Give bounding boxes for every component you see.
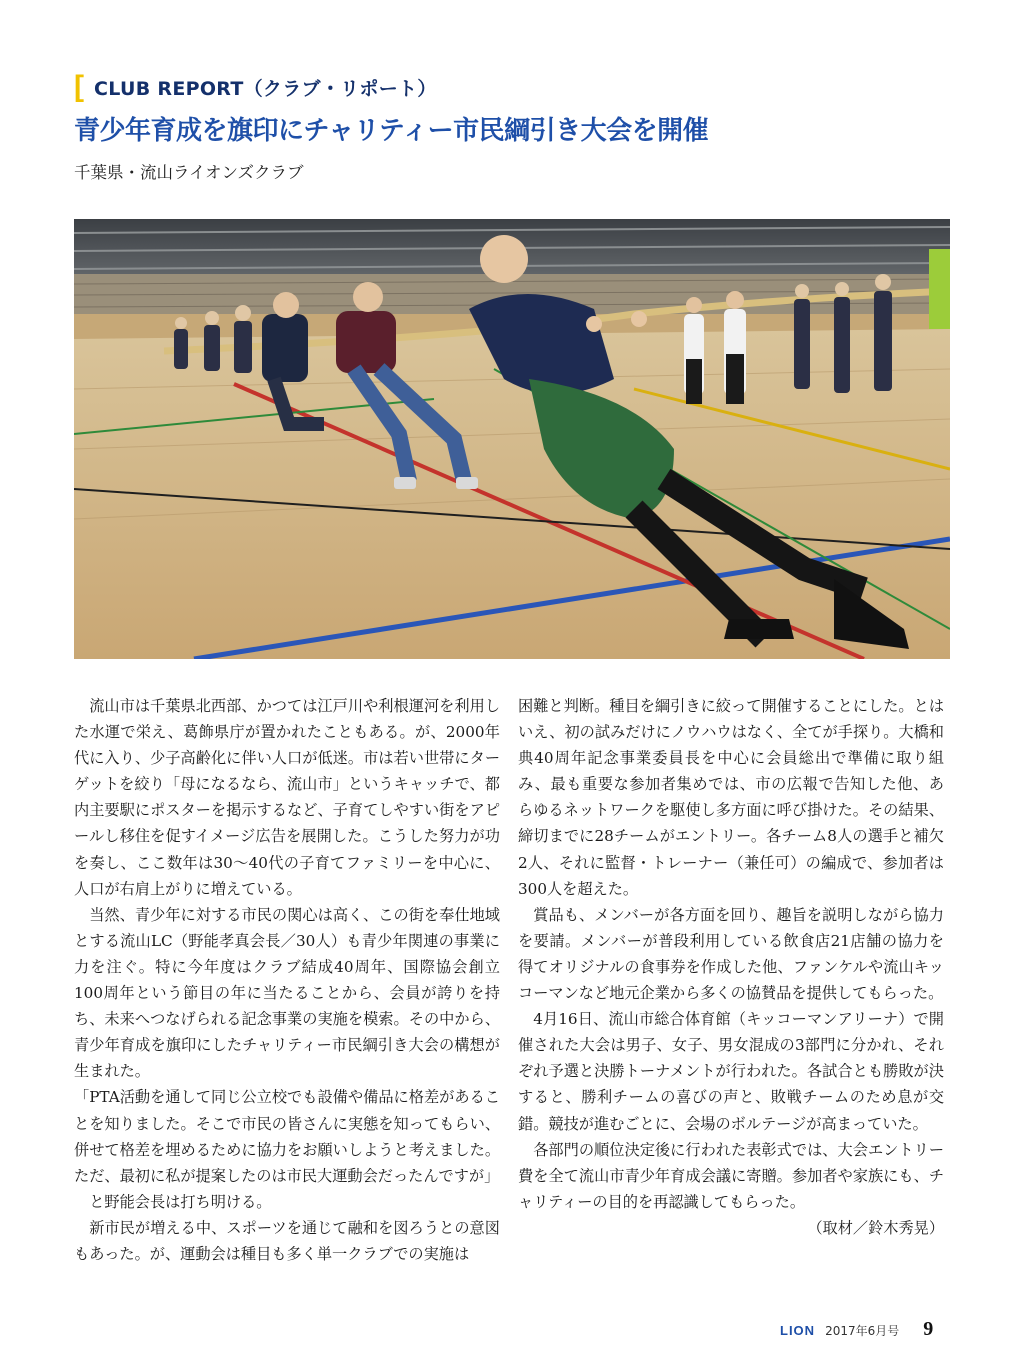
article-title: 青少年育成を旗印にチャリティー市民綱引き大会を開催 (74, 116, 709, 146)
body-paragraph: 困難と判断。種目を綱引きに絞って開催することにした。とはいえ、初の試みだけにノウハウはなく、全てが手探り。大橋和典40周年記念事業委員長を中心に会員総出で準備に取り組み、最も重要な参加者集めでは、市の広報で告知した他、あらゆるネットワークを駆使し多方面に呼び掛けた。その結果、締切までに28チームがエントリー。各チーム8人の選手と補欠2人、それに監督・トレーナー（兼任可）の編成で、参加者は300人を超えた。 (518, 697, 944, 898)
page-footer (780, 1318, 933, 1341)
body-paragraph: 4月16日、流山市総合体育館（キッコーマンアリーナ）で開催された大会は男子、女子、男女混成の3部門に分かれ、それぞれ予選と決勝トーナメントが行われた。各試合とも勝敗が決すると、勝利チームの喜びの声と、敗戦チームのため息が交錯。競技が進むごとに、会場のボルテージが高まっていた。 (518, 1010, 944, 1133)
section-kicker (74, 70, 437, 104)
issue-date: 2017年6月号 (825, 1324, 900, 1338)
page-number: 9 (923, 1318, 934, 1340)
kicker-label: CLUB REPORT（クラブ・リポート） (94, 77, 437, 100)
body-paragraph: 各部門の順位決定後に行われた表彰式では、大会エントリー費を全て流山市青少年育成会議に寄贈。参加者や家族にも、チャリティーの目的を再認識してもらった。 (518, 1140, 944, 1211)
body-paragraph: と野能会長は打ち明ける。 (89, 1192, 272, 1211)
kicker-bracket: [ (74, 70, 84, 103)
reporter-credit: （取材／鈴木秀晃） (807, 1218, 944, 1237)
body-paragraph: 当然、青少年に対する市民の関心は高く、この街を奉仕地域とする流山LC（野能孝真会長／30人）も青少年関連の事業に力を注ぐ。特に今年度はクラブ結成40周年、国際協会創立100周年という節目の年に当たることから、会員が誇りを持ち、未来へつなげられる記念事業の実施を模索。その中から、青少年育成を旗印にしたチャリティー市民綱引き大会の構想が生まれた。 (74, 905, 500, 1081)
club-name: 千葉県・流山ライオンズクラブ (74, 163, 304, 182)
magazine-name: LION (780, 1323, 816, 1338)
body-paragraph: 賞品も、メンバーが各方面を回り、趣旨を説明しながら協力を要請。メンバーが普段利用している飲食店21店舗の協力を得てオリジナルの食事券を作成した他、ファンケルや流山キッコーマンなど地元企業から多くの協賛品を提供してもらった。 (518, 905, 944, 1003)
body-paragraph: 流山市は千葉県北西部、かつては江戸川や利根運河を利用した水運で栄え、葛飾県庁が置かれたこともある。が、2000年代に入り、少子高齢化に伴い人口が低迷。市は若い世帯にターゲットを絞り「母になるなら、流山市」というキャッチで、都内主要駅にポスターを掲示するなど、子育てしやすい街をアピールし移住を促すイメージ広告を展開した。こうした努力が功を奏し、ここ数年は30〜40代の子育てファミリーを中心に、人口が右肩上がりに増えている。 (74, 697, 500, 898)
body-column-left (74, 693, 500, 1267)
body-quote: 「PTA活動を通して同じ公立校でも設備や備品に格差があることを知りました。そこで市民の皆さんに実態を知ってもらい、併せて格差を埋めるために協力をお願いしようと考えました。ただ、最初に私が提案したのは市民大運動会だったんですが」 (74, 1088, 500, 1185)
body-paragraph: 新市民が増える中、スポーツを通じて融和を図ろうとの意図もあった。が、運動会は種目も多く単一クラブでの実施は (74, 1218, 500, 1263)
tug-of-war-photo (74, 219, 950, 659)
body-column-right (518, 693, 944, 1241)
article-photo (74, 219, 950, 659)
